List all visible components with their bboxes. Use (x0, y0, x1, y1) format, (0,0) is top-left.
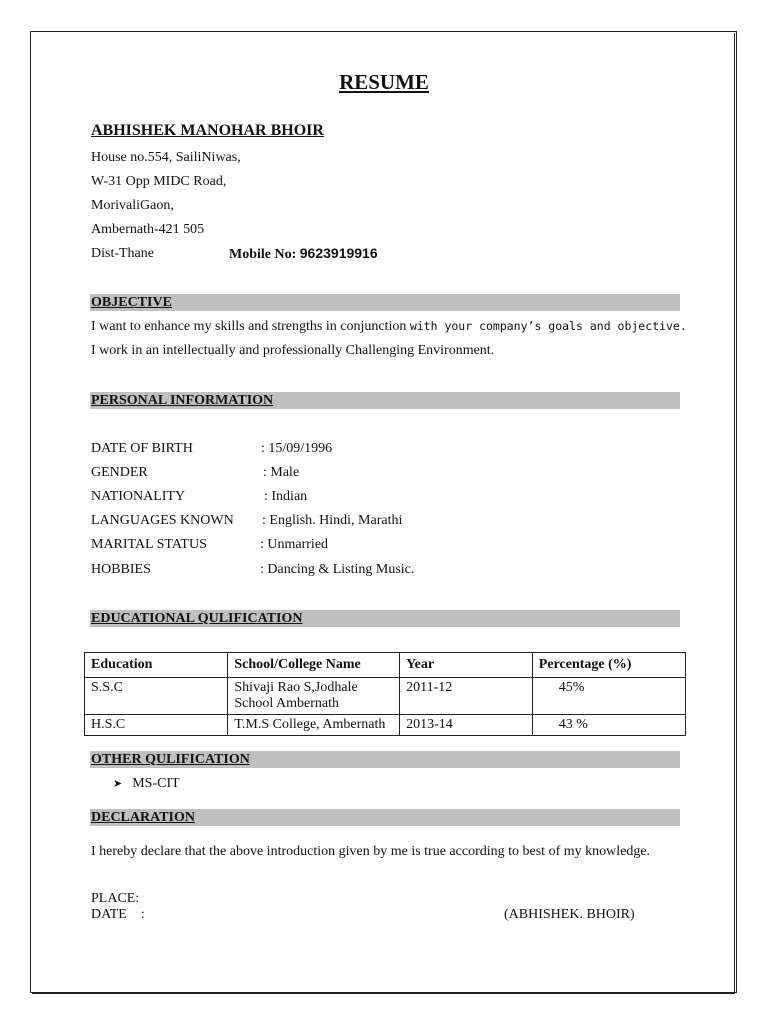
table-cell: Shivaji Rao S,Jodhale School Ambernath (228, 678, 400, 715)
address-line-2: W-31 Opp MIDC Road, (91, 174, 227, 189)
declaration-text: I hereby declare that the above introduction given by me is true according to best of my knowledge. (91, 844, 651, 859)
table-cell: 2013-14 (400, 715, 533, 736)
signature: (ABHISHEK. BHOIR) (504, 907, 635, 922)
date-label: DATE : (91, 907, 145, 922)
personal-label: HOBBIES (91, 562, 151, 577)
table-row (85, 715, 686, 736)
declaration-heading-bar (90, 809, 680, 826)
table-row (85, 678, 686, 715)
address-line-3: MorivaliGaon, (91, 198, 174, 213)
column-header: School/College Name (228, 653, 400, 678)
personal-value: : Dancing & Listing Music. (260, 562, 415, 577)
objective-heading-bar (90, 294, 680, 311)
objective-line-1-b: with your company’s goals and objective. (409, 319, 687, 333)
objective-line-1-a: I want to enhance my skills and strengths in conjunction (91, 319, 410, 334)
personal-label: DATE OF BIRTH (91, 441, 193, 456)
personal-value: : 15/09/1996 (261, 441, 333, 456)
place-label: PLACE: (91, 891, 140, 906)
address-line-4: Ambernath-421 505 (91, 222, 205, 237)
resume-title: RESUME (339, 70, 429, 94)
personal-heading: PERSONAL INFORMATION (91, 393, 274, 408)
table-cell: 2011-12 (400, 678, 533, 715)
column-header: Year (400, 653, 533, 678)
address-line-1: House no.554, SailiNiwas, (91, 150, 241, 165)
personal-value: : Unmarried (260, 537, 329, 552)
table-cell: 45% (532, 678, 685, 715)
education-table (84, 652, 686, 736)
mobile-value: 9623919916 (299, 245, 378, 261)
declaration-heading: DECLARATION (91, 810, 195, 825)
table-cell: T.M.S College, Ambernath (228, 715, 400, 736)
column-header: Education (85, 653, 228, 678)
other-heading-bar (90, 751, 680, 768)
personal-label: GENDER (91, 465, 148, 480)
table-cell: S.S.C (85, 678, 228, 715)
personal-label: MARITAL STATUS (91, 537, 207, 552)
list-item-label: MS-CIT (132, 776, 180, 791)
candidate-name: ABHISHEK MANOHAR BHOIR (91, 122, 324, 139)
education-heading-bar (90, 610, 680, 627)
mobile-label: Mobile No: (229, 247, 300, 262)
personal-label: NATIONALITY (91, 489, 186, 504)
objective-line-1 (91, 319, 687, 335)
education-heading: EDUCATIONAL QULIFICATION (91, 611, 303, 626)
other-heading: OTHER QULIFICATION (91, 752, 250, 767)
objective-line-2: I work in an intellectually and professionally Challenging Environment. (91, 343, 495, 358)
personal-heading-bar (90, 392, 680, 409)
column-header: Percentage (%) (532, 653, 685, 678)
table-cell: H.S.C (85, 715, 228, 736)
table-cell: 43 % (532, 715, 685, 736)
personal-label: LANGUAGES KNOWN (91, 513, 234, 528)
personal-value: : Indian (264, 489, 308, 504)
address-line-5: Dist-Thane (91, 246, 154, 261)
mobile-number (229, 245, 378, 263)
objective-heading: OBJECTIVE (91, 295, 172, 310)
personal-value: : Male (263, 465, 300, 480)
list-item (113, 776, 180, 792)
table-header-row (85, 653, 686, 678)
personal-value: : English. Hindi, Marathi (262, 513, 403, 528)
arrow-bullet-icon: ➤ (113, 777, 123, 790)
